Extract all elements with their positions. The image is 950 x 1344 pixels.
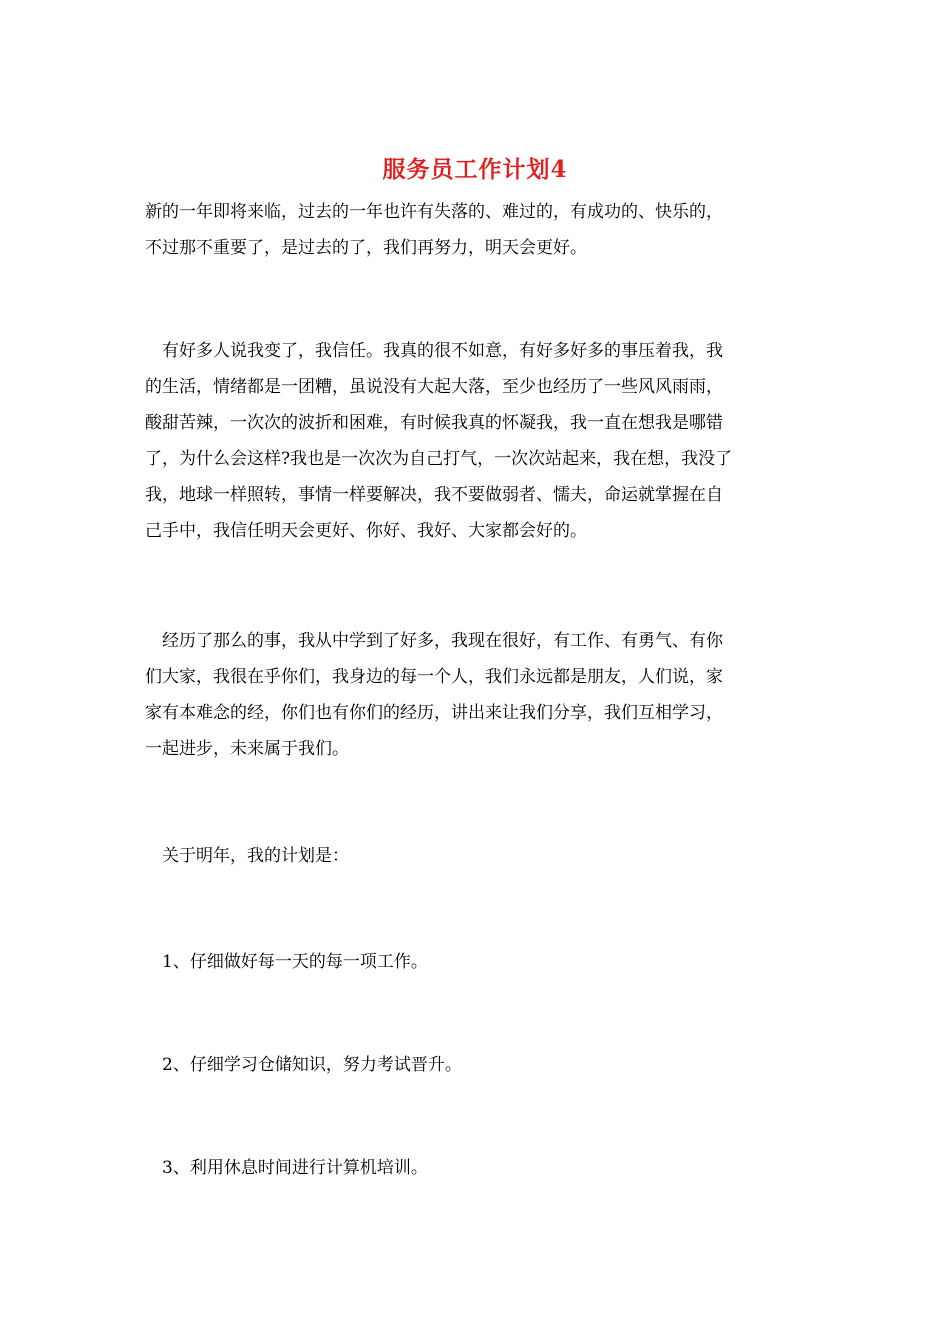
text-line: 不过那不重要了，是过去的了，我们再努力，明天会更好。 bbox=[145, 238, 587, 258]
paragraph-2 bbox=[145, 623, 810, 767]
paragraph-1 bbox=[145, 333, 810, 549]
text-line: 有好多人说我变了，我信任。我真的很不如意，有好多好多的事压着我，我 bbox=[145, 341, 723, 361]
text-line: 家有本难念的经，你们也有你们的经历，讲出来让我们分享，我们互相学习， bbox=[145, 703, 723, 723]
plan-item-1 bbox=[145, 944, 810, 980]
plan-item-2 bbox=[145, 1047, 810, 1083]
text-line: 了，为什么会这样?我也是一次次为自己打气，一次次站起来，我在想，我没了 bbox=[145, 449, 733, 469]
text-line: 们大家，我很在乎你们，我身边的每一个人，我们永远都是朋友，人们说，家 bbox=[145, 667, 723, 687]
text-line: 我，地球一样照转，事情一样要解决，我不要做弱者、懦夫，命运就掌握在自 bbox=[145, 485, 723, 505]
text-line: 酸甜苦辣，一次次的波折和困难，有时候我真的怀凝我，我一直在想我是哪错 bbox=[145, 413, 723, 433]
document-title: 服务员工作计划4 bbox=[382, 156, 568, 183]
text-line: 己手中，我信任明天会更好、你好、我好、大家都会好的。 bbox=[145, 521, 587, 541]
plan-intro bbox=[145, 838, 810, 874]
text-line: 经历了那么的事，我从中学到了好多，我现在很好，有工作、有勇气、有你 bbox=[145, 631, 723, 651]
text-line: 新的一年即将来临，过去的一年也许有失落的、难过的，有成功的、快乐的， bbox=[145, 202, 723, 222]
text-line: 关于明年，我的计划是： bbox=[145, 846, 349, 866]
text-line: 一起进步，未来属于我们。 bbox=[145, 739, 349, 759]
text-line: 的生活，情绪都是一团糟，虽说没有大起大落，至少也经历了一些风风雨雨， bbox=[145, 377, 723, 397]
text-line: 2、仔细学习仓储知识，努力考试晋升。 bbox=[145, 1055, 462, 1075]
text-line: 1、仔细做好每一天的每一项工作。 bbox=[145, 952, 428, 972]
text-line: 3、利用休息时间进行计算机培训。 bbox=[145, 1158, 428, 1178]
plan-item-3 bbox=[145, 1150, 810, 1186]
intro-paragraph bbox=[145, 194, 810, 266]
